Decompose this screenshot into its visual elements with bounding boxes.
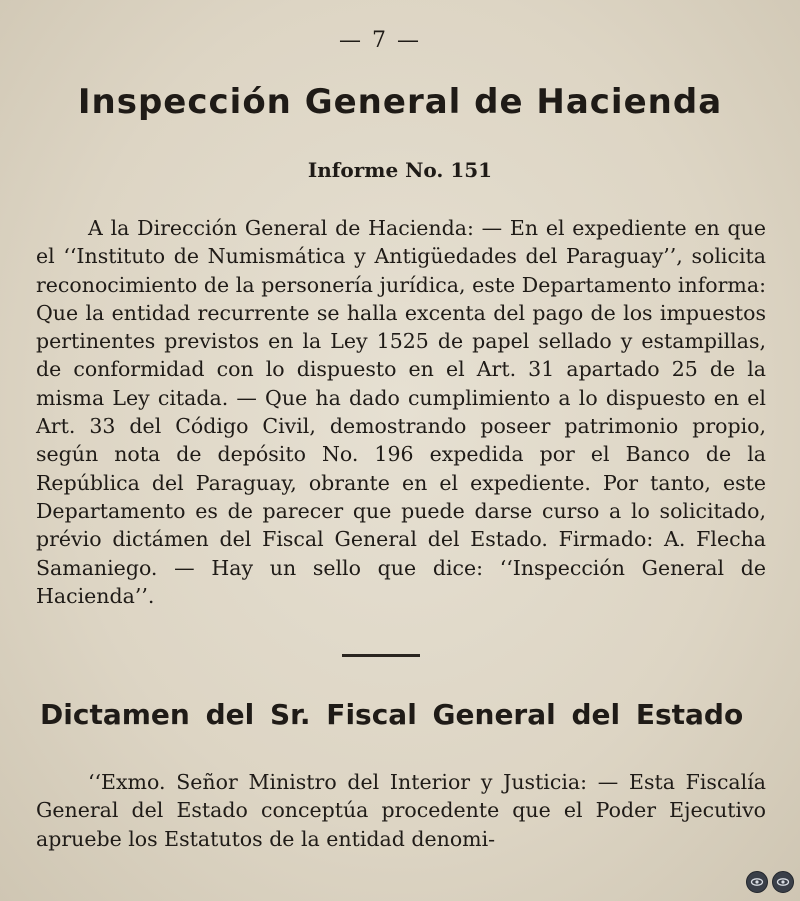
section-divider (342, 654, 420, 657)
section-title-inspeccion: Inspección General de Hacienda (77, 82, 723, 122)
viewer-badge[interactable] (746, 871, 794, 893)
section-title-dictamen: Dictamen del Sr. Fiscal General del Estado (40, 698, 744, 731)
report-paragraph: A la Dirección General de Hacienda: — En el expediente en que el ‘‘Instituto de Numismática y Antigüedades del Paraguay’’, solicita reconocimiento de la personería jurídica, este Departamento informa: Que la entidad recurrente se halla excenta del pago de los impuestos pertinentes previstos en la Ley 1525 de papel sellado y estampillas, de conformidad con lo dispuesto en el Art. 31 apartado 25 de la misma Ley citada. — Que ha dado cumplimiento a lo dispuesto en el Art. 33 del Código Civil, demostrando poseer patrimonio propio, según nota de depósito No. 196 expedida por el Banco de la República del Paraguay, obrante en el expediente. Por tanto, este Departamento es de parecer que puede darse curso a lo solicitado, prévio dictámen del Fiscal General del Estado. Firmado: A. Flecha Samaniego. — Hay un sello que dice: ‘‘Inspección General de Hacienda’’. (36, 216, 766, 608)
report-number: Informe No. 151 (307, 158, 493, 182)
dictamen-paragraph: ‘‘Exmo. Señor Ministro del Interior y Justicia: — Esta Fiscalía General del Estado conceptúa procedente que el Poder Ejecutivo apruebe los Estatutos de la entidad denomi- (36, 770, 766, 851)
report-body (36, 214, 766, 610)
eye-icon[interactable] (772, 871, 794, 893)
page-number: — 7 — (339, 28, 421, 53)
dictamen-body (36, 768, 766, 853)
eye-icon[interactable] (746, 871, 768, 893)
